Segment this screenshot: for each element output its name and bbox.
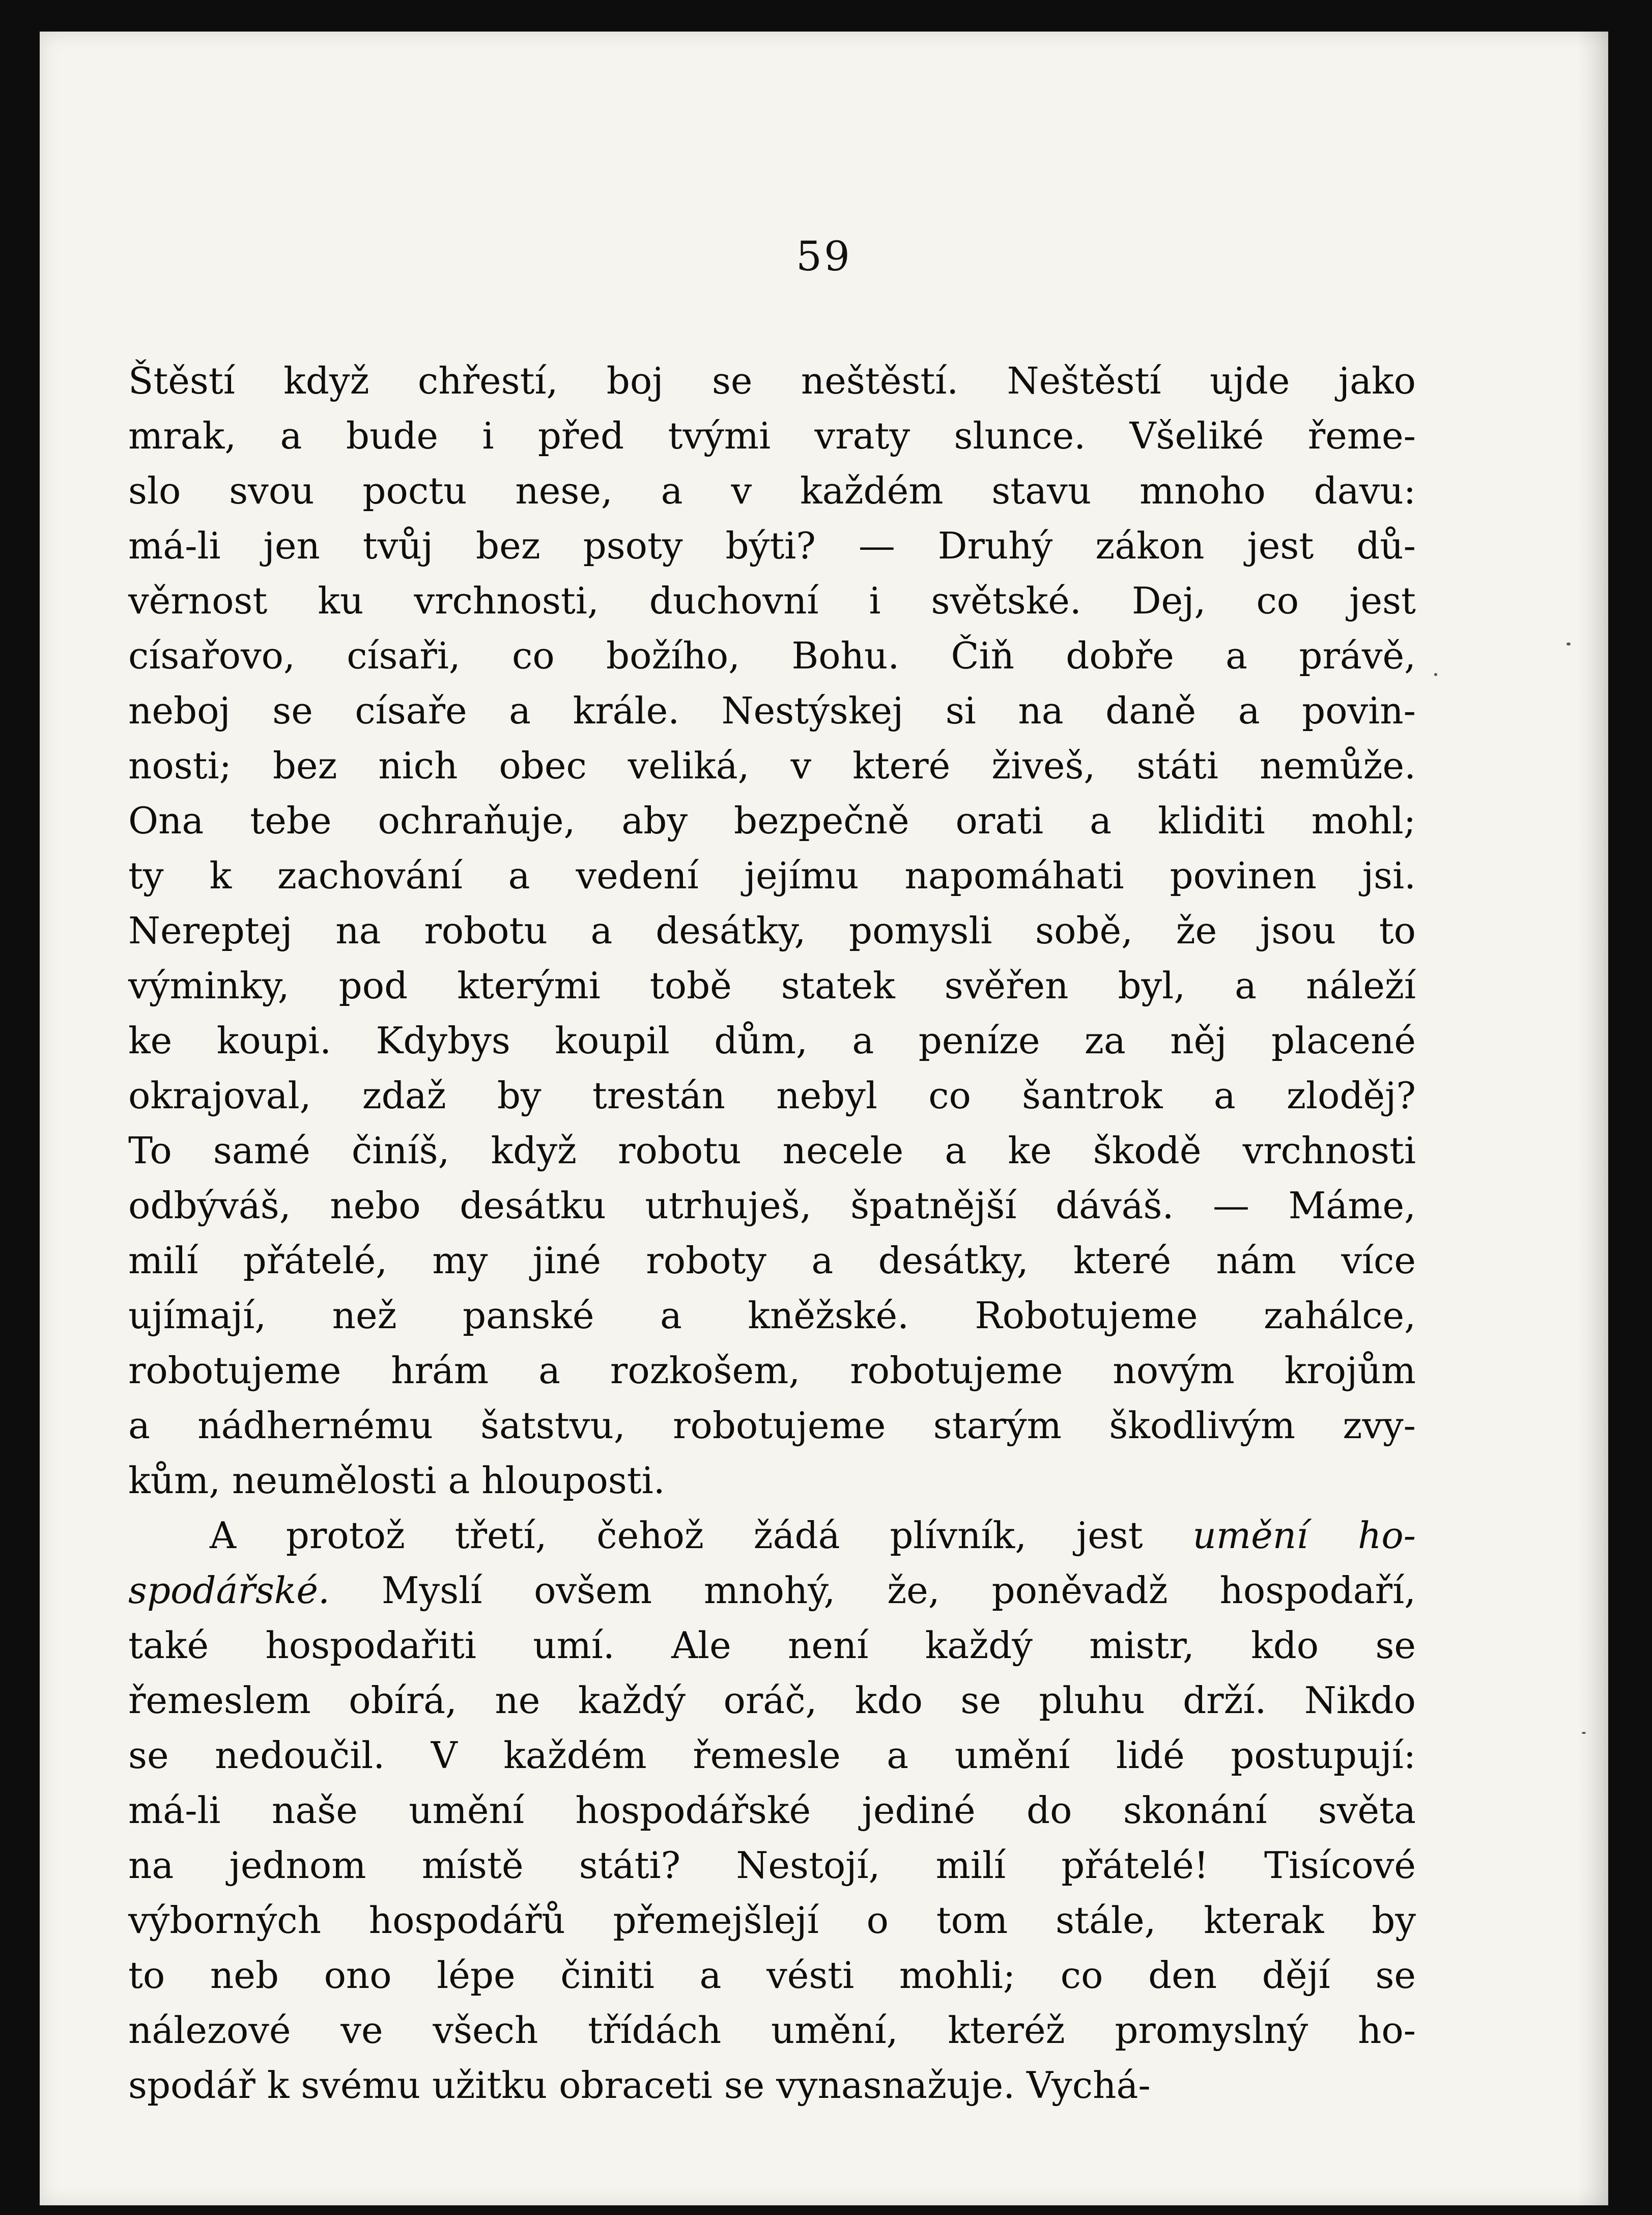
text-segment: nosti; bez nich obec veliká, v které živeš, státi nemůže. bbox=[128, 744, 1416, 787]
paragraph bbox=[128, 1508, 1416, 2113]
text-segment: a nádhernému šatstvu, robotujeme starým škodlivým zvy- bbox=[128, 1404, 1416, 1447]
text-line bbox=[128, 2058, 1416, 2113]
italic-text: umění ho- bbox=[1192, 1514, 1416, 1557]
body-text bbox=[128, 353, 1416, 2113]
text-line bbox=[128, 793, 1416, 848]
text-line bbox=[128, 1728, 1416, 1783]
text-segment: odbýváš, nebo desátku utrhuješ, špatnější dáváš. — Máme, bbox=[128, 1184, 1416, 1227]
text-line bbox=[128, 1453, 1416, 1508]
text-line bbox=[128, 738, 1416, 793]
text-line bbox=[128, 1013, 1416, 1068]
text-segment: neboj se císaře a krále. Nestýskej si na daně a povin- bbox=[128, 689, 1416, 732]
text-line bbox=[128, 1398, 1416, 1453]
text-segment: milí přátelé, my jiné roboty a desátky, které nám více bbox=[128, 1239, 1416, 1282]
text-line bbox=[128, 1508, 1416, 1563]
text-segment: robotujeme hrám a rozkošem, robotujeme novým krojům bbox=[128, 1349, 1416, 1392]
book-page bbox=[40, 32, 1608, 2205]
text-line bbox=[128, 1783, 1416, 1838]
text-line bbox=[128, 958, 1416, 1013]
text-line bbox=[128, 408, 1416, 463]
text-segment: výminky, pod kterými tobě statek svěřen byl, a náleží bbox=[128, 964, 1416, 1007]
text-segment: má-li naše umění hospodářské jediné do skonání světa bbox=[128, 1789, 1416, 1832]
paragraph bbox=[128, 353, 1416, 1508]
text-segment: ty k zachování a vedení jejímu napomáhati povinen jsi. bbox=[128, 854, 1416, 897]
text-segment: Myslí ovšem mnohý, že, poněvadž hospodaří, bbox=[329, 1569, 1416, 1612]
text-segment: okrajoval, zdaž by trestán nebyl co šantrok a zloděj? bbox=[128, 1074, 1416, 1117]
text-line bbox=[128, 1673, 1416, 1728]
scan-speck bbox=[1566, 642, 1571, 646]
text-segment: ke koupi. Kdybys koupil dům, a peníze za něj placené bbox=[128, 1019, 1416, 1062]
text-segment: spodář k svému užitku obraceti se vynasnažuje. Vychá- bbox=[128, 2064, 1151, 2107]
text-line bbox=[128, 1563, 1416, 1618]
text-segment: Nereptej na robotu a desátky, pomysli sobě, že jsou to bbox=[128, 909, 1416, 952]
text-segment: To samé činíš, když robotu necele a ke škodě vrchnosti bbox=[128, 1129, 1416, 1172]
text-line bbox=[128, 518, 1416, 573]
text-line bbox=[128, 628, 1416, 683]
text-line bbox=[128, 1893, 1416, 1948]
text-line bbox=[128, 1343, 1416, 1398]
italic-text: spodářské. bbox=[128, 1569, 330, 1612]
text-line bbox=[128, 1068, 1416, 1123]
text-segment: se nedoučil. V každém řemesle a umění lidé postupují: bbox=[128, 1734, 1416, 1777]
text-line bbox=[128, 353, 1416, 408]
text-segment: řemeslem obírá, ne každý oráč, kdo se pluhu drží. Nikdo bbox=[128, 1679, 1416, 1722]
text-segment: Ona tebe ochraňuje, aby bezpečně orati a kliditi mohl; bbox=[128, 799, 1416, 842]
text-line bbox=[128, 683, 1416, 738]
text-segment: císařovo, císaři, co božího, Bohu. Čiň dobře a právě, bbox=[128, 634, 1416, 677]
text-line bbox=[128, 1618, 1416, 1673]
page-edge-shadow bbox=[1578, 32, 1608, 2205]
text-segment: také hospodařiti umí. Ale není každý mistr, kdo se bbox=[128, 1624, 1416, 1667]
text-segment: ujímají, než panské a kněžské. Robotujeme zahálce, bbox=[128, 1294, 1416, 1337]
text-segment: kům, neumělosti a hlouposti. bbox=[128, 1459, 665, 1502]
text-line bbox=[128, 1178, 1416, 1233]
text-segment: mrak, a bude i před tvými vraty slunce. Všeliké řeme- bbox=[128, 414, 1416, 457]
page-number: 59 bbox=[796, 233, 852, 280]
text-line bbox=[128, 1838, 1416, 1893]
scan-speck bbox=[1434, 673, 1437, 676]
text-segment: výborných hospodářů přemejšlejí o tom stále, kterak by bbox=[128, 1899, 1416, 1942]
text-segment: na jednom místě státi? Nestojí, milí přátelé! Tisícové bbox=[128, 1844, 1416, 1887]
text-segment: nálezové ve všech třídách umění, kteréž promyslný ho- bbox=[128, 2009, 1416, 2052]
text-line bbox=[128, 1948, 1416, 2003]
text-line bbox=[128, 903, 1416, 958]
text-line bbox=[128, 848, 1416, 903]
text-line bbox=[128, 1123, 1416, 1178]
text-segment: věrnost ku vrchnosti, duchovní i světské. Dej, co jest bbox=[128, 579, 1416, 622]
text-line bbox=[128, 573, 1416, 628]
text-segment: má-li jen tvůj bez psoty býti? — Druhý zákon jest dů- bbox=[128, 524, 1416, 567]
text-segment: A protož třetí, čehož žádá plívník, jest bbox=[210, 1514, 1193, 1557]
text-segment: slo svou poctu nese, a v každém stavu mnoho davu: bbox=[128, 469, 1416, 512]
text-segment: Štěstí když chřestí, boj se neštěstí. Neštěstí ujde jako bbox=[128, 359, 1416, 402]
text-line bbox=[128, 1288, 1416, 1343]
text-line bbox=[128, 2003, 1416, 2058]
text-line bbox=[128, 463, 1416, 518]
scan-speck bbox=[1582, 1732, 1586, 1734]
text-line bbox=[128, 1233, 1416, 1288]
text-segment: to neb ono lépe činiti a vésti mohli; co den dějí se bbox=[128, 1954, 1416, 1997]
